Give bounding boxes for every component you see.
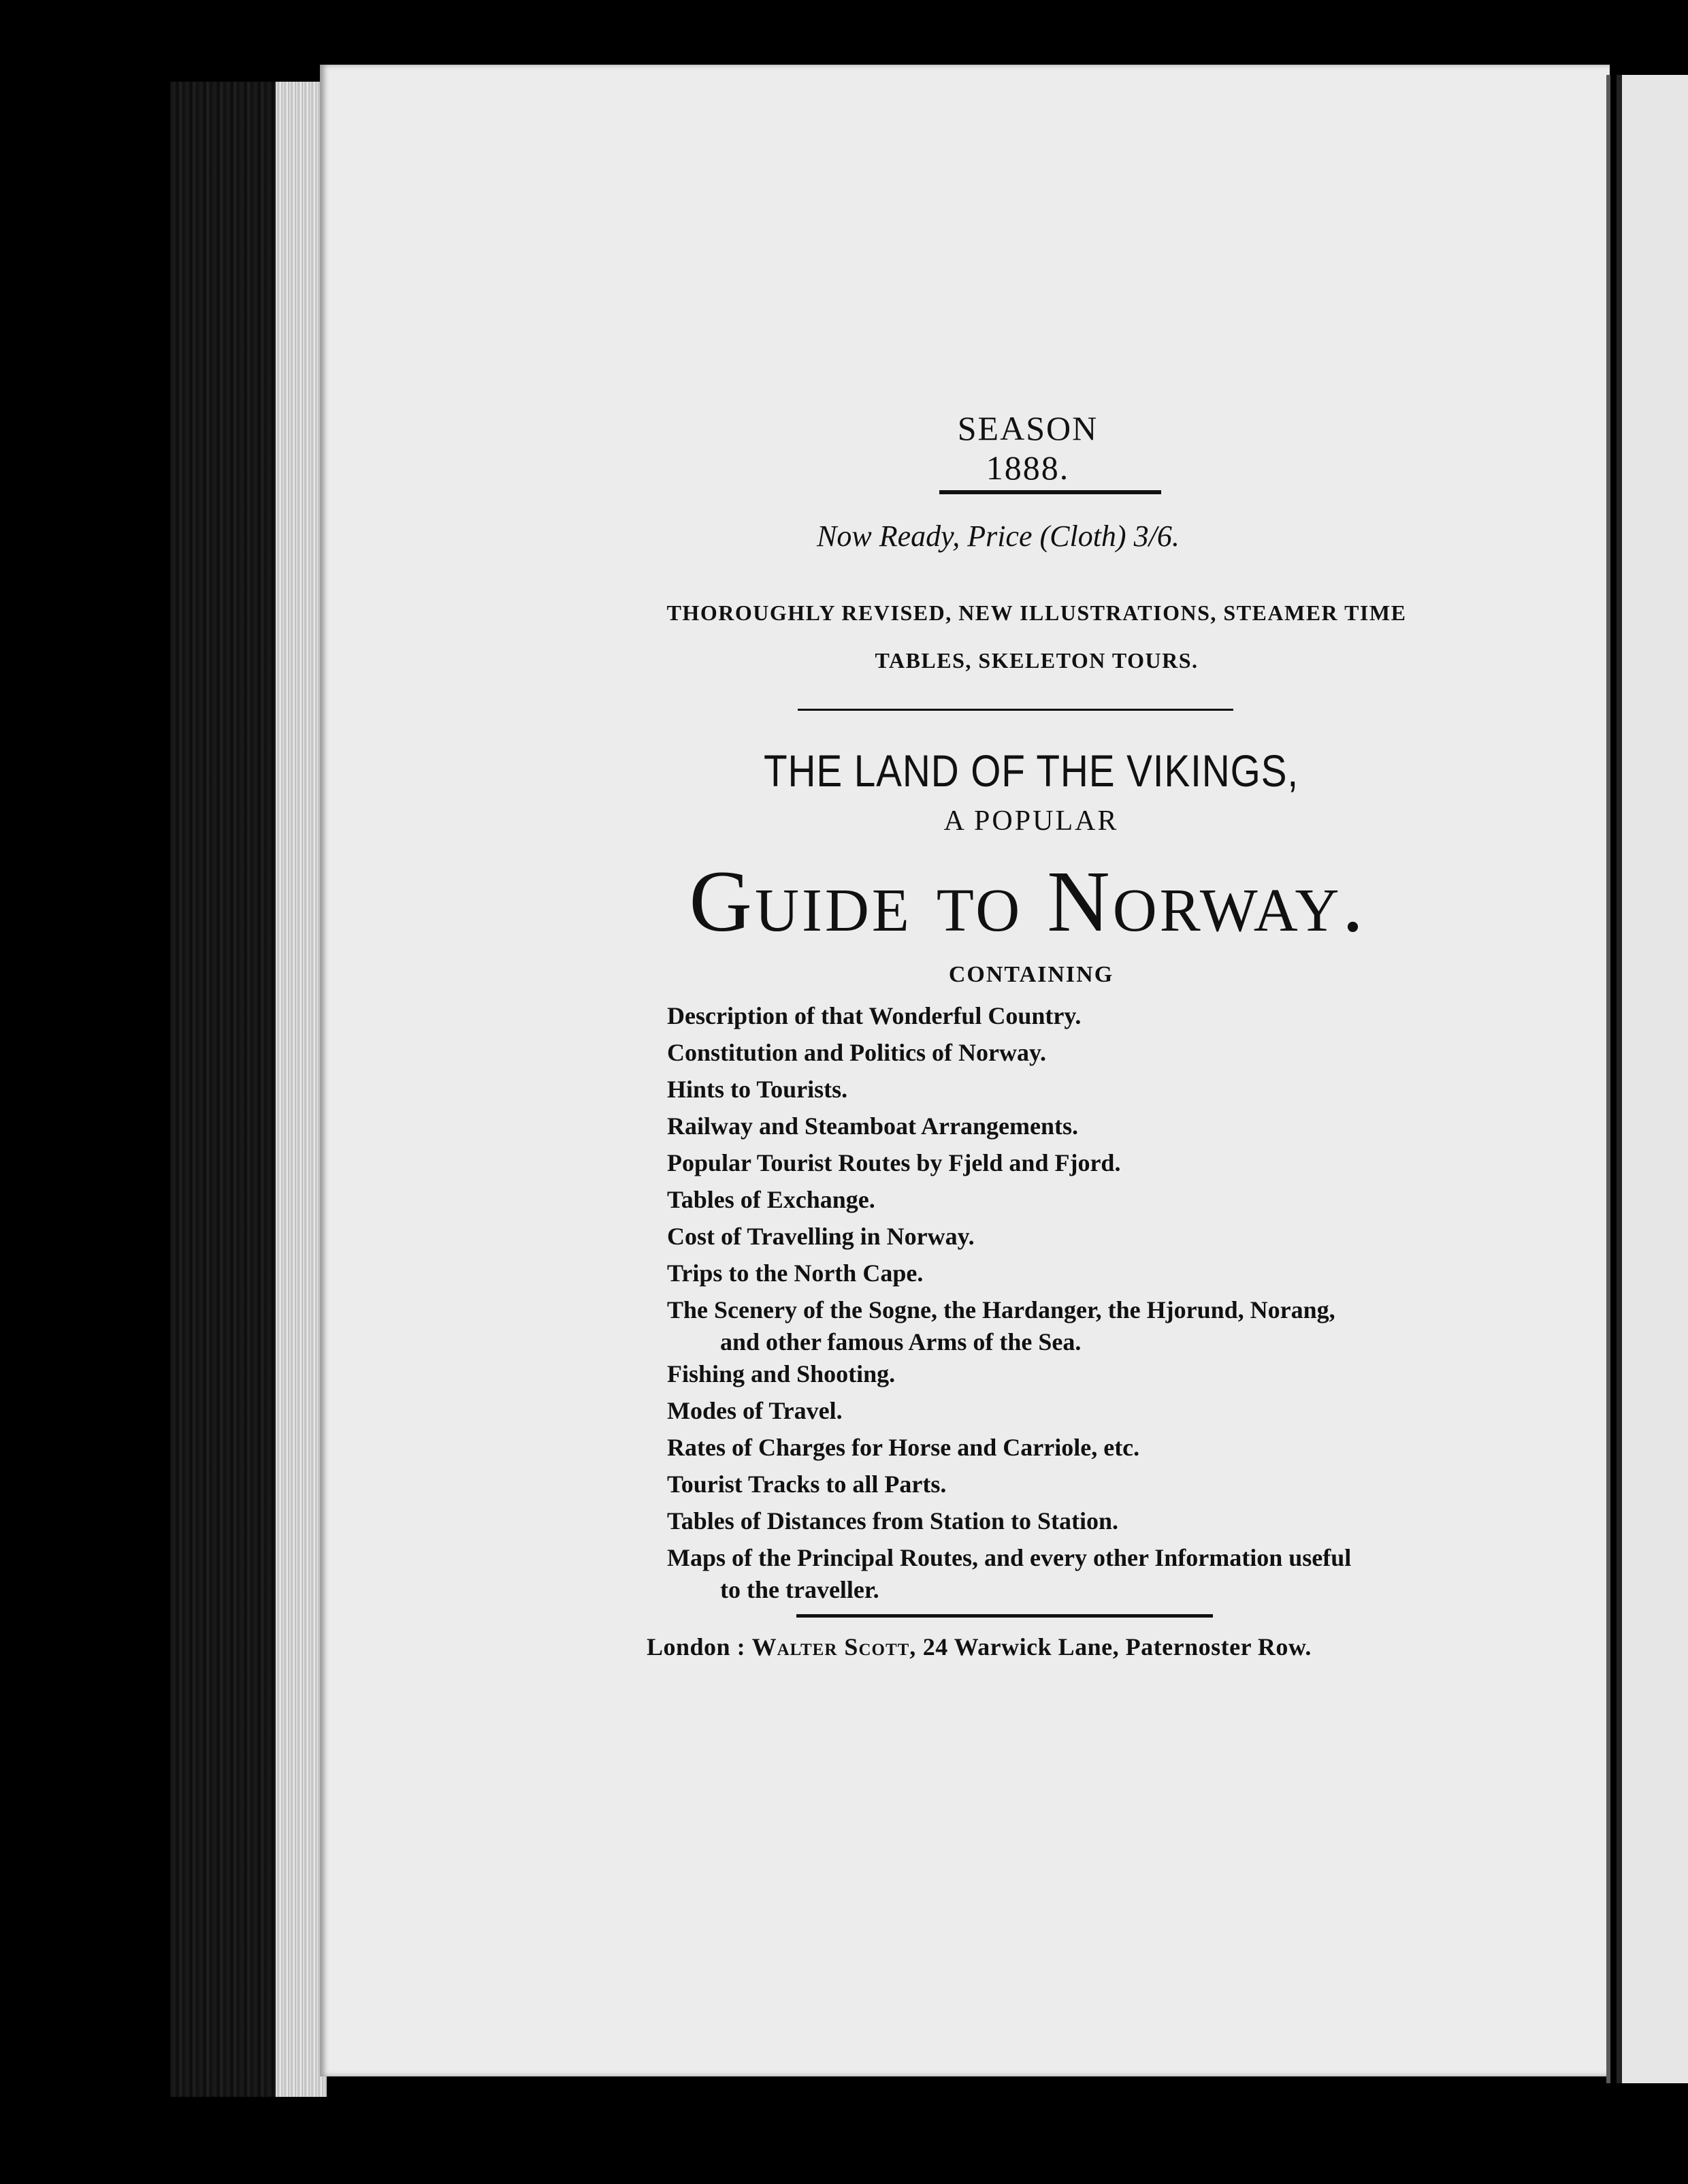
list-item: The Scenery of the Sogne, the Hardanger, the Hjorund, Norang, and other famous Arms of the Sea. [613,1291,1450,1355]
book-spine [170,82,293,2097]
list-item: Rates of Charges for Horse and Carriole, etc. [667,1433,1140,1461]
list-item: Constitution and Politics of Norway. [667,1038,1047,1066]
list-item: Hints to Tourists. [667,1075,848,1103]
page-gutter [1606,75,1610,2083]
revision-line-2: TABLES, SKELETON TOURS. [875,648,1199,673]
imprint-publisher: Walter Scott, [751,1633,917,1660]
price-line: Now Ready, Price (Cloth) 3/6. [817,519,1180,553]
list-item: Popular Tourist Routes by Fjeld and Fjord. [667,1149,1121,1176]
list-item-continuation: and other famous Arms of the Sea. [720,1328,1082,1355]
list-item: Maps of the Principal Routes, and every other Information useful to the traveller. [613,1539,1450,1603]
list-item: Tables of Distances from Station to Station. [667,1507,1119,1535]
list-item: Tables of Exchange. [667,1185,875,1213]
season-heading: SEASON 1888. [957,409,1099,487]
list-item: Trips to the North Cape. [667,1259,924,1287]
list-item-continuation: to the traveller. [720,1575,879,1603]
facing-page-edge [1617,75,1688,2083]
page-edges [276,82,327,2097]
book-title: THE LAND OF THE VIKINGS, [764,745,1299,796]
divider-rule [798,709,1233,711]
list-item: Fishing and Shooting. [667,1360,896,1387]
season-underline [939,490,1161,494]
book-subtitle: A POPULAR [943,805,1119,837]
imprint-rule [796,1614,1213,1618]
list-item: Tourist Tracks to all Parts. [667,1470,947,1498]
imprint-address: 24 Warwick Lane, Paternoster Row. [922,1633,1312,1660]
list-item: Modes of Travel. [667,1396,843,1424]
revision-line-1: THOROUGHLY REVISED, NEW ILLUSTRATIONS, STEAMER TIME [666,600,1407,625]
imprint-place: London : [647,1633,746,1660]
publisher-imprint [647,1633,1450,1661]
containing-heading: CONTAINING [948,961,1114,987]
list-item: Railway and Steamboat Arrangements. [667,1112,1078,1140]
list-item: Cost of Travelling in Norway. [667,1222,975,1250]
advertisement [613,408,1450,1661]
contents-list [613,997,1450,1603]
list-item: Description of that Wonderful Country. [667,1001,1082,1029]
revision-notice [625,589,1448,684]
guide-title: Guide to Norway. [689,853,1367,950]
